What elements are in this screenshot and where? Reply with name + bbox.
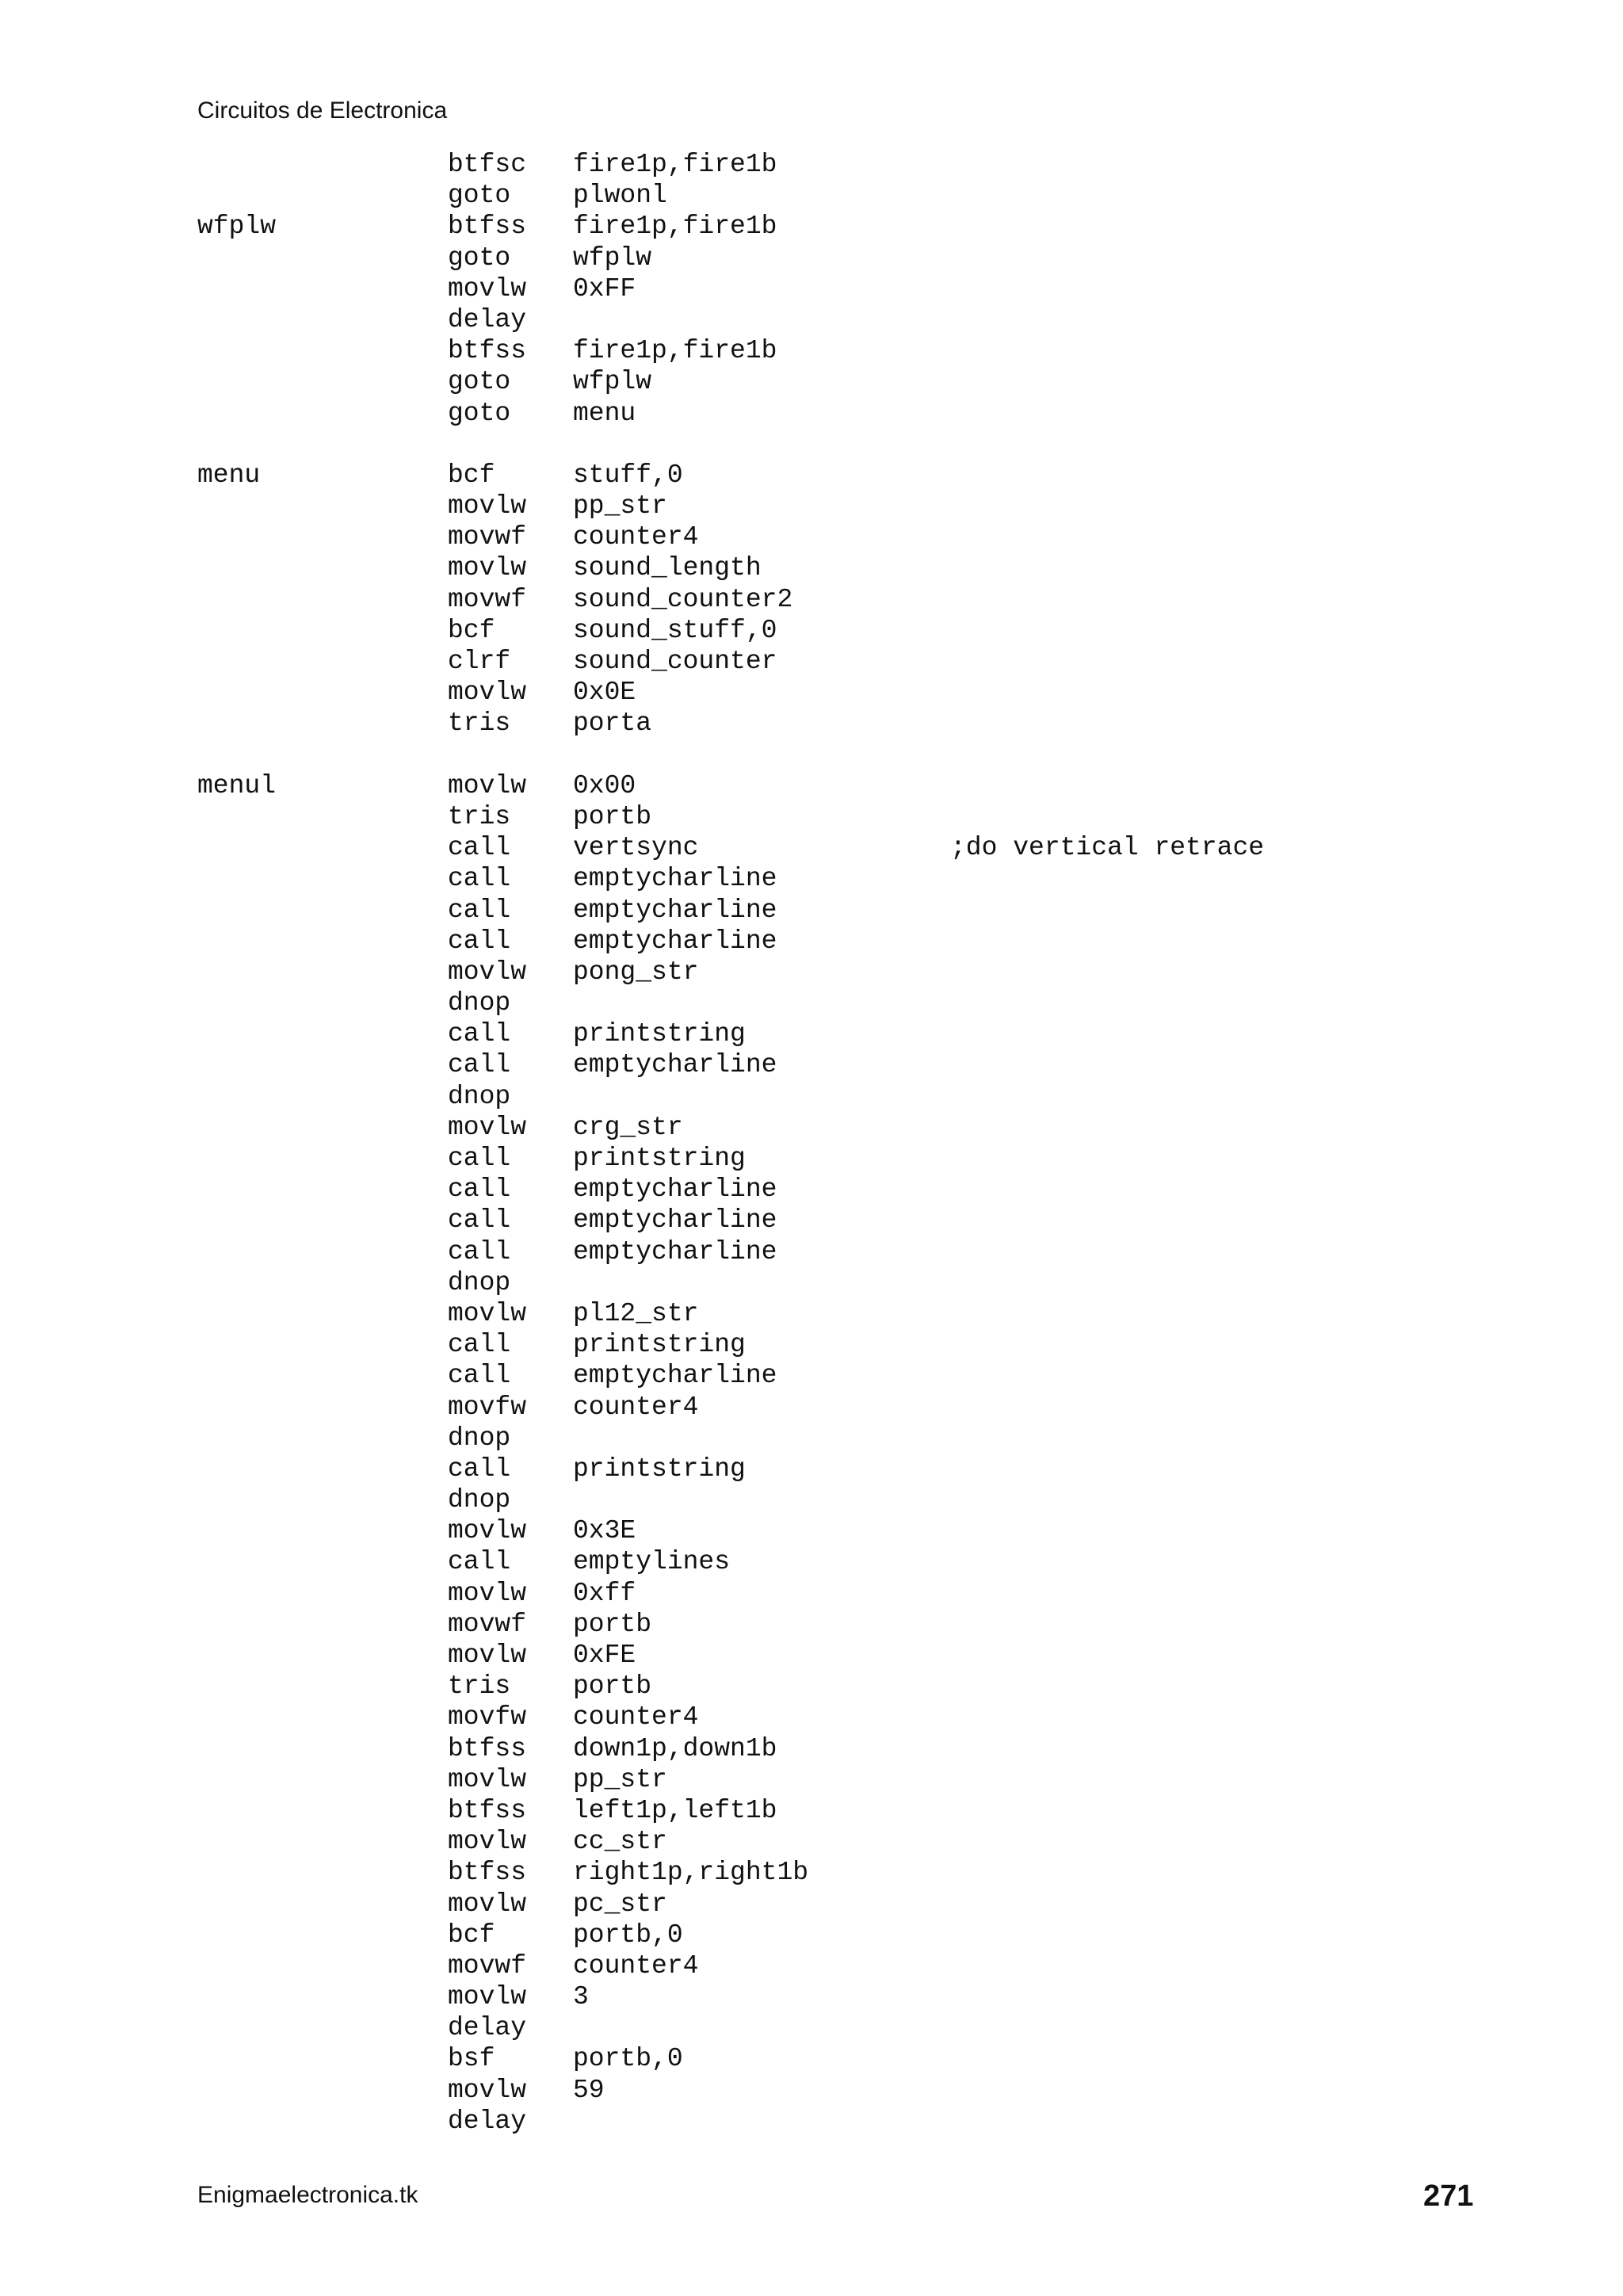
code-mnemonic: bcf [448, 460, 495, 490]
code-mnemonic: movfw [448, 1392, 527, 1422]
code-mnemonic: clrf [448, 647, 511, 676]
code-operand: fire1p,fire1b [573, 336, 777, 366]
code-mnemonic: btfss [448, 1858, 527, 1888]
code-mnemonic: tris [448, 801, 511, 831]
code-mnemonic: call [448, 1144, 511, 1173]
code-mnemonic: dnop [448, 1423, 511, 1453]
code-mnemonic: movlw [448, 770, 527, 800]
code-operand: fire1p,fire1b [573, 150, 777, 179]
code-operand: counter4 [573, 522, 699, 552]
code-operand: wfplw [573, 243, 652, 273]
code-mnemonic: bsf [448, 2044, 495, 2074]
code-operand: stuff,0 [573, 460, 683, 490]
code-mnemonic: call [448, 1454, 511, 1484]
code-mnemonic: movlw [448, 1889, 527, 1919]
code-mnemonic: dnop [448, 1267, 511, 1297]
code-mnemonic: movlw [448, 553, 527, 583]
code-operand: sound_counter2 [573, 584, 793, 614]
page-number: 271 [1423, 2179, 1474, 2213]
code-operand: counter4 [573, 1392, 699, 1422]
code-label: menu [197, 460, 261, 490]
code-mnemonic: btfss [448, 1733, 527, 1763]
footer-site: Enigmaelectronica.tk [197, 2182, 418, 2208]
code-mnemonic: btfsc [448, 150, 527, 179]
code-mnemonic: call [448, 1205, 511, 1236]
code-operand: 0xFF [573, 273, 636, 304]
code-operand: counter4 [573, 1950, 699, 1981]
code-operand: plwonl [573, 181, 667, 211]
code-operand: 3 [573, 1982, 589, 2012]
code-operand: portb [573, 801, 652, 831]
code-operand: emptycharline [573, 926, 777, 956]
code-operand: printstring [573, 1454, 746, 1484]
code-mnemonic: movlw [448, 2075, 527, 2105]
code-mnemonic: movlw [448, 1298, 527, 1328]
code-mnemonic: movlw [448, 1982, 527, 2012]
code-operand: sound_counter [573, 647, 777, 676]
code-operand: down1p,down1b [573, 1733, 777, 1763]
code-operand: 0xFE [573, 1641, 636, 1670]
code-mnemonic: movwf [448, 522, 527, 552]
code-operand: cc_str [573, 1827, 667, 1857]
code-mnemonic: delay [448, 2106, 527, 2136]
code-mnemonic: btfss [448, 212, 527, 242]
code-mnemonic: bcf [448, 615, 495, 645]
code-mnemonic: movwf [448, 1950, 527, 1981]
code-operand: emptylines [573, 1547, 731, 1577]
code-mnemonic: call [448, 864, 511, 894]
code-operand: emptycharline [573, 1175, 777, 1205]
code-mnemonic: movlw [448, 491, 527, 521]
code-operand: printstring [573, 1019, 746, 1049]
running-header: Circuitos de Electronica [197, 97, 448, 124]
code-operand: emptycharline [573, 895, 777, 925]
code-mnemonic: dnop [448, 988, 511, 1018]
code-operand: sound_length [573, 553, 762, 583]
code-operand: 0x00 [573, 770, 636, 800]
code-mnemonic: movwf [448, 584, 527, 614]
code-operand: fire1p,fire1b [573, 212, 777, 242]
code-mnemonic: movlw [448, 957, 527, 987]
code-operand: portb,0 [573, 2044, 683, 2074]
code-mnemonic: movfw [448, 1702, 527, 1733]
code-mnemonic: call [448, 1050, 511, 1080]
code-operand: 0x0E [573, 678, 636, 708]
code-operand: pc_str [573, 1889, 667, 1919]
code-mnemonic: movlw [448, 678, 527, 708]
code-mnemonic: dnop [448, 1081, 511, 1111]
code-operand: pp_str [573, 1764, 667, 1794]
code-mnemonic: dnop [448, 1485, 511, 1515]
code-operand: printstring [573, 1330, 746, 1360]
code-operand: right1p,right1b [573, 1858, 809, 1888]
code-label: menul [197, 770, 277, 800]
code-operand: 0x3E [573, 1516, 636, 1546]
code-operand: emptycharline [573, 1361, 777, 1391]
code-operand: sound_stuff,0 [573, 615, 777, 645]
code-mnemonic: movlw [448, 1764, 527, 1794]
code-operand: printstring [573, 1144, 746, 1173]
code-mnemonic: call [448, 1361, 511, 1391]
code-mnemonic: movwf [448, 1609, 527, 1639]
code-operand: left1p,left1b [573, 1795, 777, 1825]
code-operand: pp_str [573, 491, 667, 521]
code-mnemonic: call [448, 1019, 511, 1049]
code-mnemonic: goto [448, 243, 511, 273]
code-mnemonic: movlw [448, 1516, 527, 1546]
code-mnemonic: delay [448, 2013, 527, 2043]
code-operand: counter4 [573, 1702, 699, 1733]
code-operand: emptycharline [573, 1236, 777, 1266]
code-mnemonic: tris [448, 1671, 511, 1702]
code-mnemonic: delay [448, 304, 527, 334]
code-operand: vertsync [573, 833, 699, 863]
code-mnemonic: goto [448, 367, 511, 397]
code-operand: portb [573, 1671, 652, 1702]
code-mnemonic: call [448, 1330, 511, 1360]
code-mnemonic: call [448, 833, 511, 863]
code-operand: wfplw [573, 367, 652, 397]
code-mnemonic: movlw [448, 1641, 527, 1670]
code-operand: crg_str [573, 1112, 683, 1142]
code-mnemonic: movlw [448, 1578, 527, 1608]
code-operand: 59 [573, 2075, 605, 2105]
code-operand: menu [573, 398, 636, 428]
code-mnemonic: movlw [448, 273, 527, 304]
code-mnemonic: call [448, 1547, 511, 1577]
code-operand: pl12_str [573, 1298, 699, 1328]
code-mnemonic: goto [448, 181, 511, 211]
code-operand: emptycharline [573, 864, 777, 894]
code-mnemonic: bcf [448, 1920, 495, 1950]
code-mnemonic: call [448, 1236, 511, 1266]
code-operand: 0xff [573, 1578, 636, 1608]
code-operand: portb,0 [573, 1920, 683, 1950]
code-mnemonic: call [448, 1175, 511, 1205]
code-mnemonic: movlw [448, 1112, 527, 1142]
code-operand: pong_str [573, 957, 699, 987]
code-operand: porta [573, 709, 652, 739]
code-mnemonic: btfss [448, 1795, 527, 1825]
code-comment: ;do vertical retrace [950, 833, 1265, 863]
code-mnemonic: btfss [448, 336, 527, 366]
code-label: wfplw [197, 212, 277, 242]
code-mnemonic: tris [448, 709, 511, 739]
code-mnemonic: movlw [448, 1827, 527, 1857]
code-operand: emptycharline [573, 1050, 777, 1080]
code-mnemonic: call [448, 895, 511, 925]
code-operand: portb [573, 1609, 652, 1639]
code-operand: emptycharline [573, 1205, 777, 1236]
code-mnemonic: goto [448, 398, 511, 428]
code-mnemonic: call [448, 926, 511, 956]
